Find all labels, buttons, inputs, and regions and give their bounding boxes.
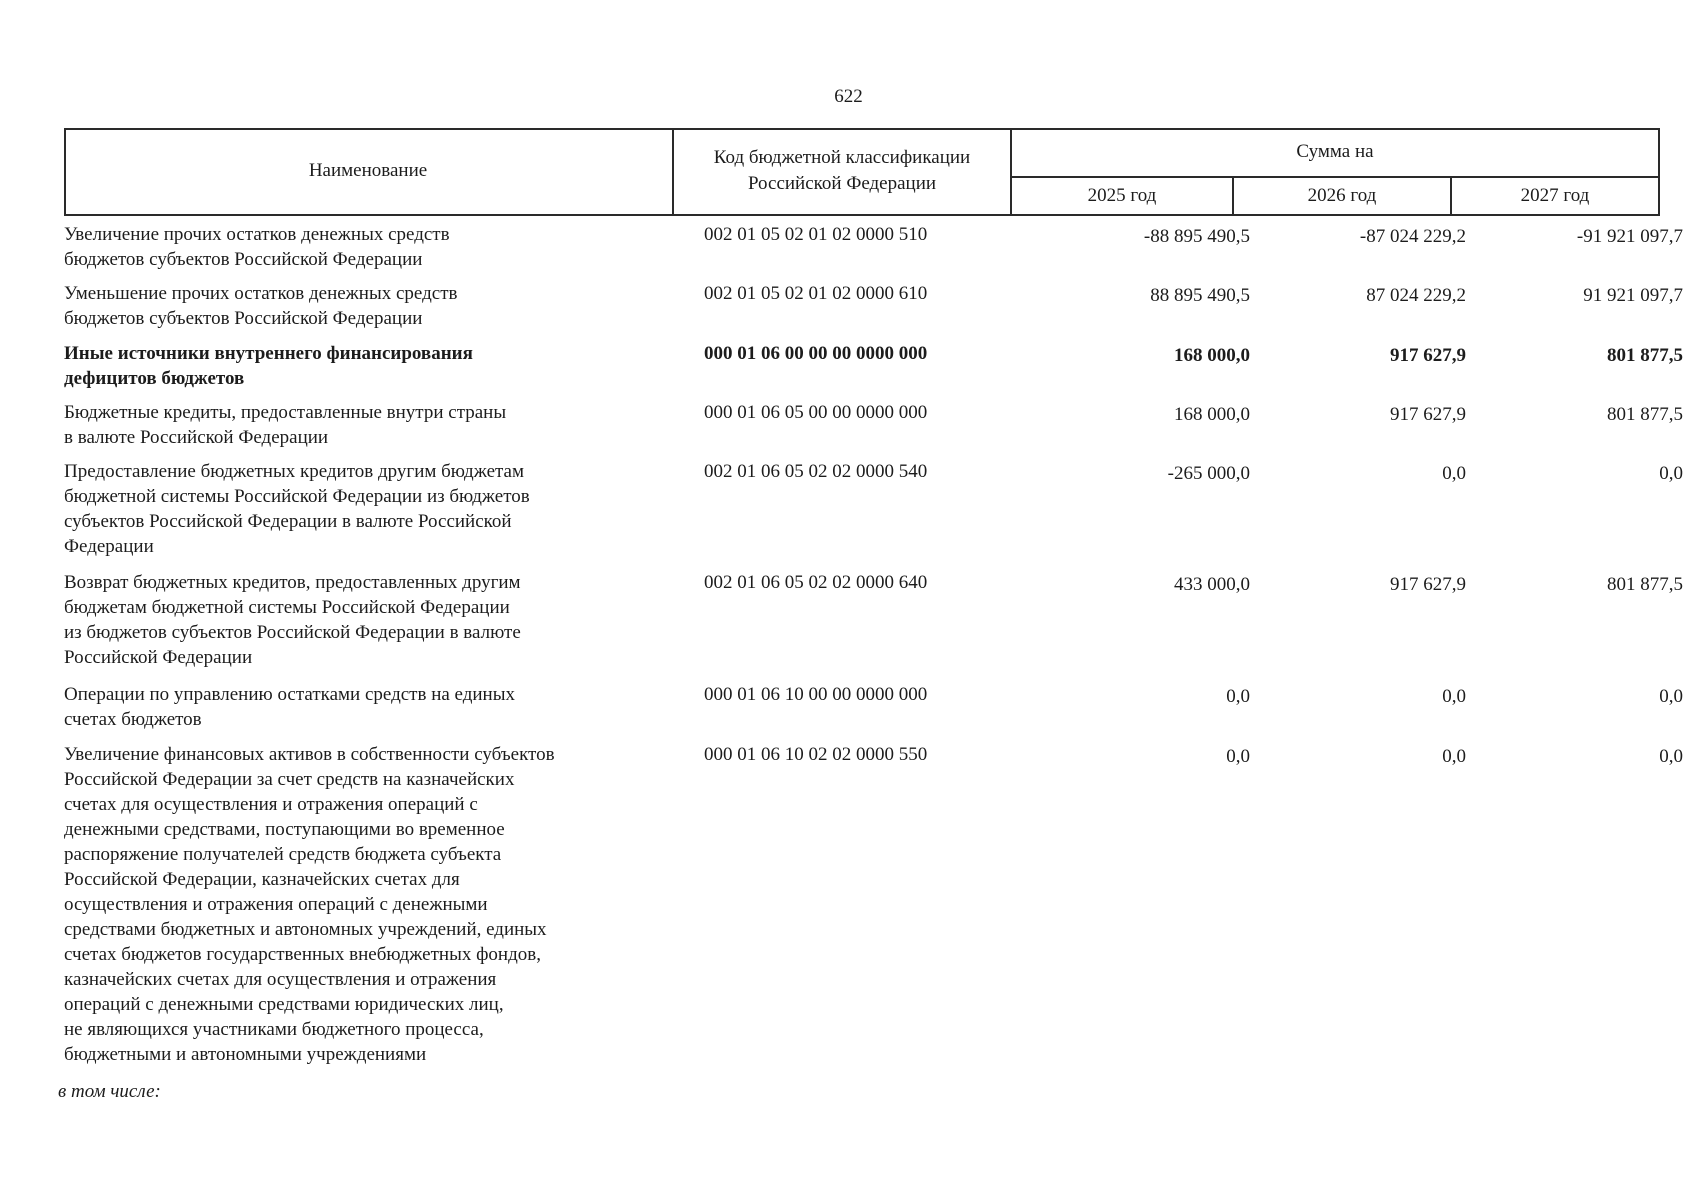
row-code: 002 01 05 02 01 02 0000 610: [704, 283, 928, 304]
row-value-2026: 0,0: [1442, 463, 1466, 484]
row-name: Увеличение финансовых активов в собственности субъектов Российской Федерации за счет средств на казначейских счетах для осуществления и отражения операций с денежными средствами, поступающими во временное распоряжение получателей средств бюджета субъекта Российской Федерации, казначейских счетах для осуществления и отражения операций с денежными средствами бюджетных и автономных учреждений, единых счетах бюджетов государственных внебюджетных фондов, казначейских счетах для осуществления и отражения операций с денежными средствами юридических лиц, не являющихся участниками бюджетного процесса, бюджетными и автономными учреждениями: [64, 744, 555, 1065]
row-code: 002 01 06 05 02 02 0000 540: [704, 461, 928, 482]
row-value-2027: 0,0: [1659, 463, 1683, 484]
row-value-2027: 801 877,5: [1607, 345, 1683, 366]
row-value-2027: 0,0: [1659, 686, 1683, 707]
column-header-sum: Сумма на: [1296, 141, 1374, 162]
row-name: Возврат бюджетных кредитов, предоставленных другим бюджетам бюджетной системы Российской Федерации из бюджетов субъектов Российской Федерации в валюте Российской Федерации: [64, 572, 521, 668]
row-value-2027: -91 921 097,7: [1576, 226, 1683, 247]
row-value-2026: 0,0: [1442, 746, 1466, 767]
row-code: 000 01 06 05 00 00 0000 000: [704, 402, 928, 423]
row-value-2027: 91 921 097,7: [1583, 285, 1683, 306]
row-name: Иные источники внутреннего финансирования дефицитов бюджетов: [64, 343, 473, 389]
table-header: [64, 128, 1660, 216]
row-value-2025: 0,0: [1226, 686, 1250, 707]
row-value-2026: 0,0: [1442, 686, 1466, 707]
row-value-2025: 0,0: [1226, 746, 1250, 767]
row-value-2026: 917 627,9: [1390, 574, 1466, 595]
row-name: Бюджетные кредиты, предоставленные внутри страны в валюте Российской Федерации: [64, 402, 507, 448]
row-code: 000 01 06 00 00 00 0000 000: [704, 343, 928, 364]
column-header-code: Код бюджетной классификации Российской Федерации: [713, 147, 971, 194]
row-code: 002 01 06 05 02 02 0000 640: [704, 572, 928, 593]
row-value-2026: -87 024 229,2: [1359, 226, 1466, 247]
row-value-2026: 917 627,9: [1390, 404, 1466, 425]
row-value-2025: 168 000,0: [1174, 404, 1250, 425]
row-value-2025: 168 000,0: [1174, 345, 1250, 366]
row-name: Предоставление бюджетных кредитов другим бюджетам бюджетной системы Российской Федерации из бюджетов субъектов Российской Федерации в валюте Российской Федерации: [64, 461, 530, 557]
row-code: 002 01 05 02 01 02 0000 510: [704, 224, 928, 245]
row-value-2025: -88 895 490,5: [1143, 226, 1250, 247]
row-value-2027: 801 877,5: [1607, 404, 1683, 425]
page-number: 622: [834, 86, 863, 107]
row-value-2026: 917 627,9: [1390, 345, 1466, 366]
row-name: Увеличение прочих остатков денежных средств бюджетов субъектов Российской Федерации: [64, 224, 450, 270]
row-name: Уменьшение прочих остатков денежных средств бюджетов субъектов Российской Федерации: [64, 283, 458, 329]
column-header-name: Наименование: [308, 160, 428, 181]
row-code: 000 01 06 10 00 00 0000 000: [704, 684, 928, 705]
row-value-2026: 87 024 229,2: [1366, 285, 1466, 306]
row-value-2025: 433 000,0: [1174, 574, 1250, 595]
column-header-year-2027: 2027 год: [1520, 185, 1590, 206]
column-header-year-2026: 2026 год: [1307, 185, 1377, 206]
row-value-2025: 88 895 490,5: [1150, 285, 1250, 306]
row-name: Операции по управлению остатками средств на единых счетах бюджетов: [64, 684, 515, 730]
column-header-year-2025: 2025 год: [1087, 185, 1157, 206]
row-value-2027: 801 877,5: [1607, 574, 1683, 595]
row-value-2027: 0,0: [1659, 746, 1683, 767]
row-value-2025: -265 000,0: [1167, 463, 1250, 484]
note-including: в том числе:: [58, 1081, 161, 1102]
row-code: 000 01 06 10 02 02 0000 550: [704, 744, 928, 765]
